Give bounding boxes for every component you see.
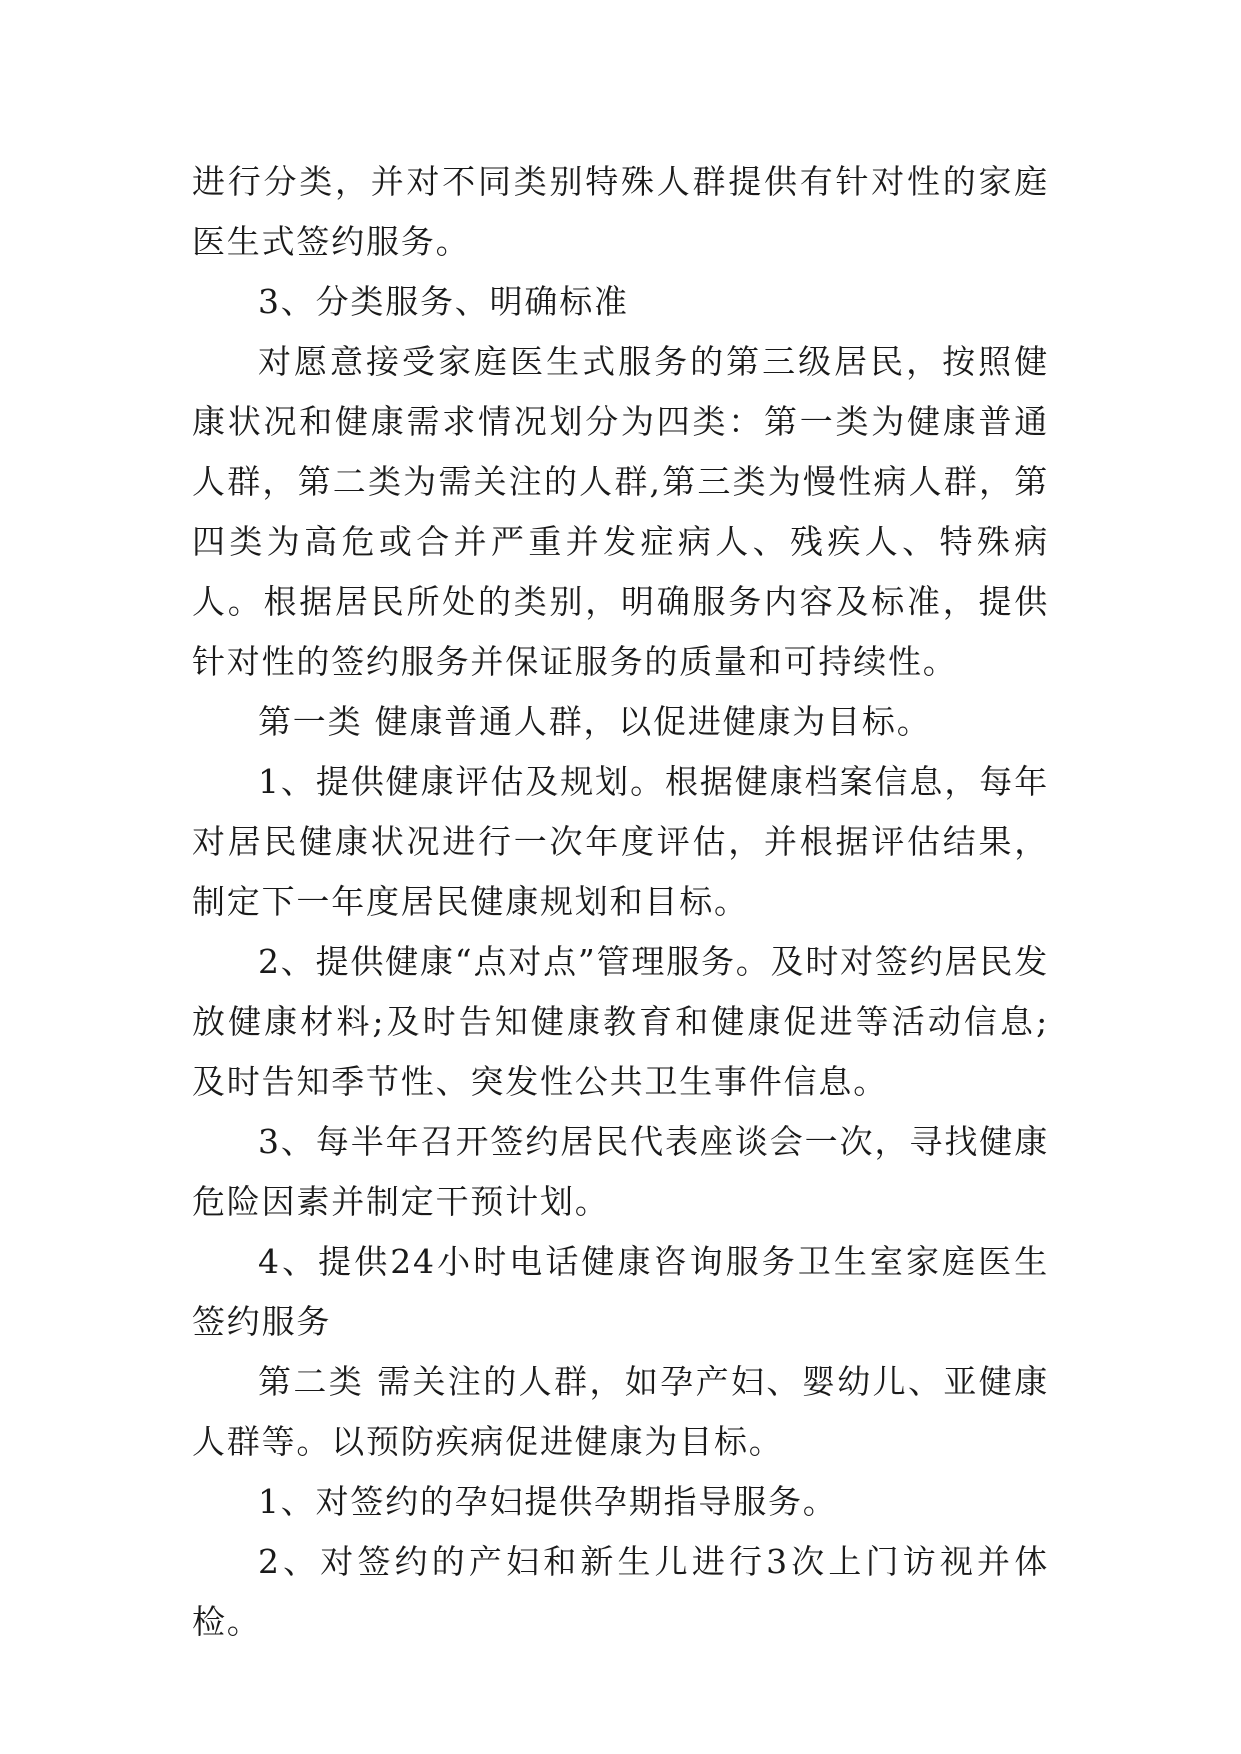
list-item-1-4: 4、提供24小时电话健康咨询服务卫生室家庭医生签约服务 [192, 1242, 1049, 1341]
list-item-1-3: 3、每半年召开签约居民代表座谈会一次，寻找健康危险因素并制定干预计划。 [192, 1122, 1049, 1221]
category-heading-1: 第一类 健康普通人群，以促进健康为目标。 [258, 702, 932, 741]
list-item-1-2: 2、提供健康“点对点”管理服务。及时对签约居民发放健康材料;及时告知健康教育和健康促进等活动信息;及时告知季节性、突发性公共卫生事件信息。 [192, 942, 1049, 1101]
document-page [192, 152, 1049, 1652]
category-heading-2: 第二类 需关注的人群，如孕产妇、婴幼儿、亚健康人群等。以预防疾病促进健康为目标。 [192, 1362, 1049, 1461]
list-item-2-1: 1、对签约的孕妇提供孕期指导服务。 [258, 1482, 838, 1521]
list-item-2-2: 2、对签约的产妇和新生儿进行3次上门访视并体检。 [192, 1542, 1049, 1641]
list-item-1-1: 1、提供健康评估及规划。根据健康档案信息，每年对居民健康状况进行一次年度评估，并根据评估结果，制定下一年度居民健康规划和目标。 [192, 762, 1049, 921]
paragraph-1: 进行分类，并对不同类别特殊人群提供有针对性的家庭医生式签约服务。 [192, 162, 1049, 261]
paragraph-classification: 对愿意接受家庭医生式服务的第三级居民，按照健康状况和健康需求情况划分为四类：第一类为健康普通人群，第二类为需关注的人群,第三类为慢性病人群，第四类为高危或合并严重并发症病人、残疾人、特殊病人。根据居民所处的类别，明确服务内容及标准，提供针对性的签约服务并保证服务的质量和可持续性。 [192, 342, 1049, 681]
section-heading-3: 3、分类服务、明确标准 [258, 282, 629, 321]
